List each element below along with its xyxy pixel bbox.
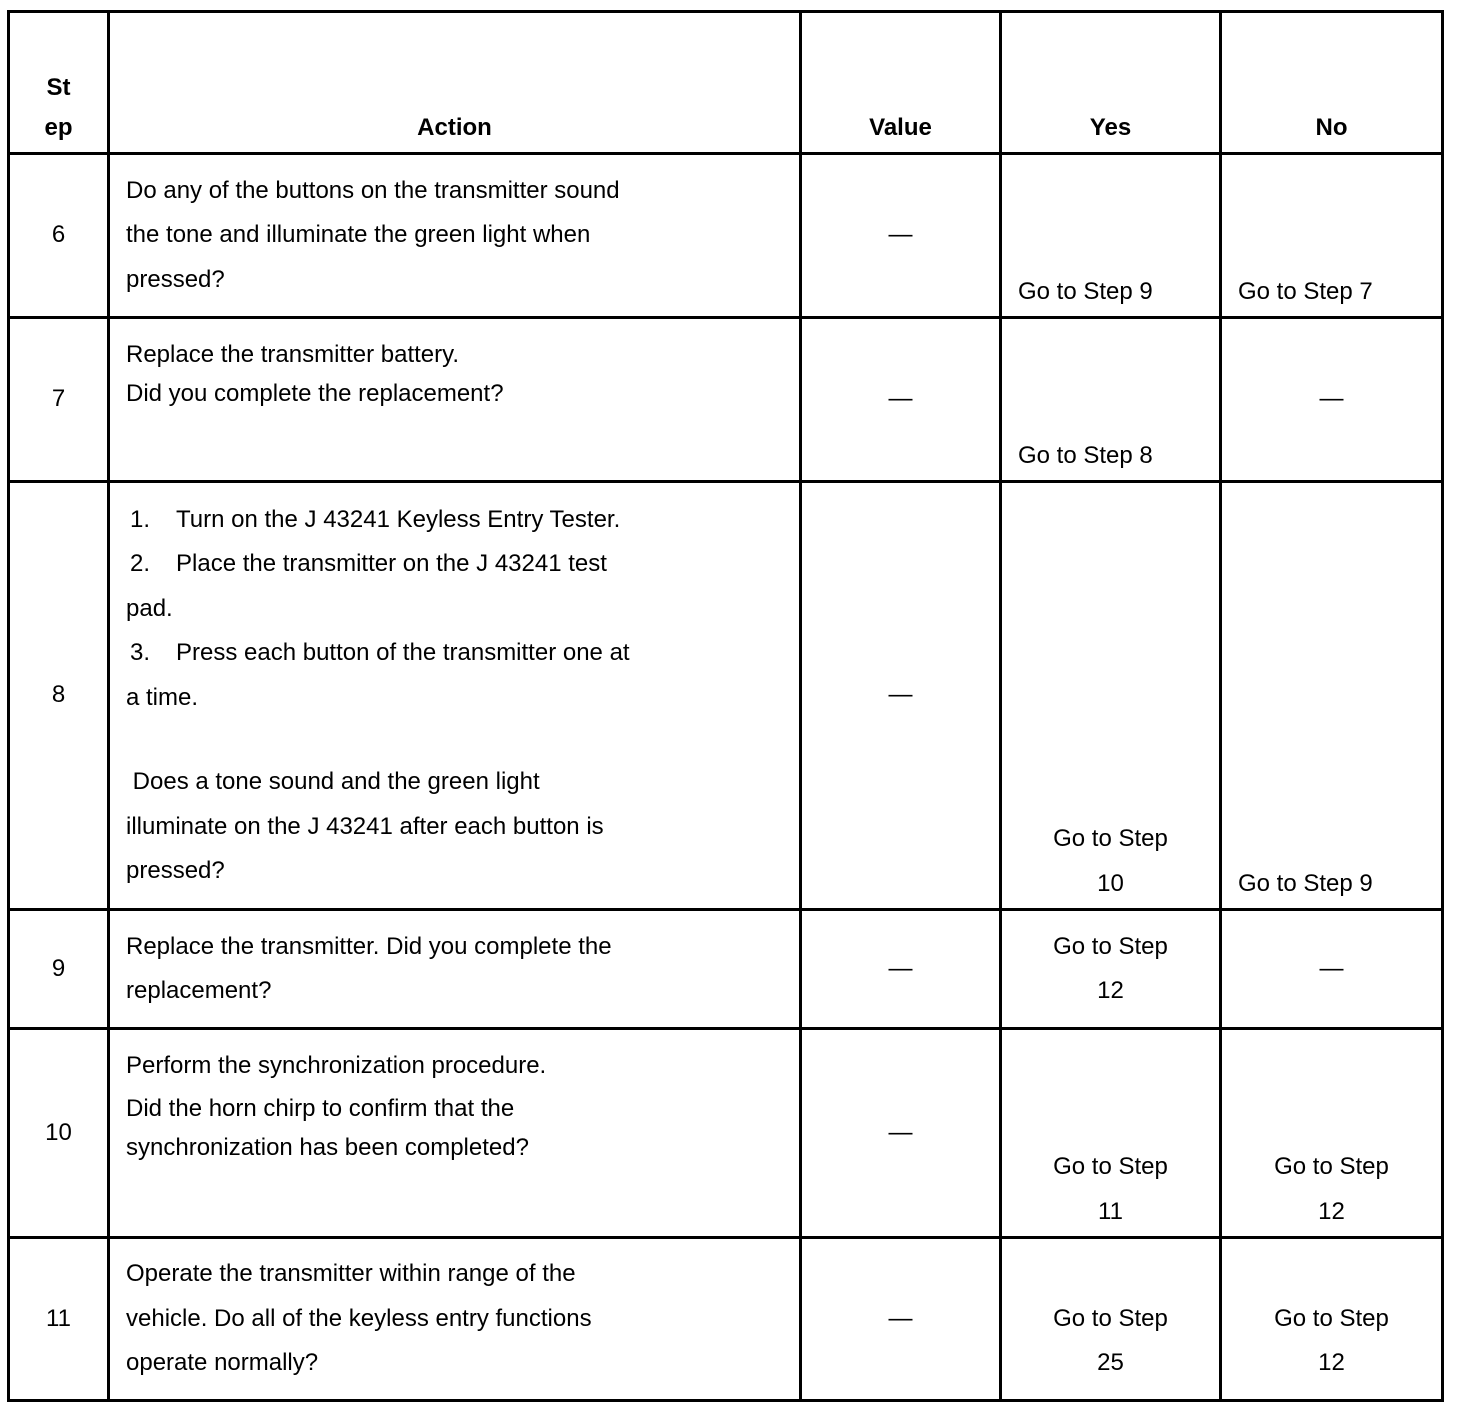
action-line: Perform the synchronization procedure. [126,1052,547,1079]
action-text [109,1029,801,1238]
action-line: illuminate on the J 43241 after each button is [126,812,604,840]
step-number: 7 [9,318,109,482]
yes-link-step[interactable]: 25 [1097,1349,1124,1376]
yes-link-step[interactable]: 12 [1097,977,1124,1004]
action-text [109,154,801,318]
no-cell: — [1221,318,1443,482]
value-cell: — [801,1238,1001,1401]
table-row [9,910,1443,1029]
yes-cell [1001,318,1221,482]
header-step-line1: St [46,74,71,101]
header-step [9,12,109,154]
no-link-step[interactable]: 12 [1318,1197,1345,1225]
step-number: 9 [9,910,109,1029]
value-cell: — [801,910,1001,1029]
yes-link[interactable]: Go to Step 8 [1018,441,1153,469]
value-cell: — [801,318,1001,482]
value-cell: — [801,482,1001,910]
header-no: No [1221,12,1443,154]
yes-cell [1001,154,1221,318]
yes-link-step[interactable]: 10 [1097,869,1124,897]
action-line: the tone and illuminate the green light when [126,221,591,249]
action-text [109,482,801,910]
yes-link[interactable]: Go to Step [1053,1153,1168,1180]
table-row [9,318,1443,482]
value-cell: — [801,1029,1001,1238]
no-link[interactable]: Go to Step [1274,1153,1389,1180]
yes-cell [1001,1238,1221,1401]
header-row [9,12,1443,154]
action-line: Did you complete the replacement? [126,380,504,407]
yes-cell [1001,1029,1221,1238]
action-line: synchronization has been completed? [126,1133,529,1161]
header-step-line2: ep [44,114,73,141]
no-cell [1221,1029,1443,1238]
list-item: 2. Place the transmitter on the J 43241 test [130,550,607,577]
yes-link[interactable]: Go to Step [1053,825,1168,852]
header-yes: Yes [1001,12,1221,154]
action-line: operate normally? [126,1349,319,1377]
header-value: Value [801,12,1001,154]
action-text [109,318,801,482]
step-number: 6 [9,154,109,318]
table-row [9,1029,1443,1238]
yes-cell [1001,910,1221,1029]
yes-link[interactable]: Go to Step 9 [1018,277,1153,305]
list-item: 1. Turn on the J 43241 Keyless Entry Tester. [130,505,621,533]
action-line: pressed? [126,265,225,293]
step-number: 11 [9,1238,109,1401]
no-link[interactable]: Go to Step [1274,1304,1389,1332]
step-number: 10 [9,1029,109,1238]
list-item: 3. Press each button of the transmitter one at [130,639,630,666]
table-row [9,154,1443,318]
yes-link[interactable]: Go to Step [1053,932,1168,960]
no-cell: — [1221,910,1443,1029]
action-line: Do any of the buttons on the transmitter sound [126,176,620,204]
list-item-cont: pad. [126,594,173,622]
action-line: Does a tone sound and the green light [126,768,540,795]
value-cell: — [801,154,1001,318]
yes-link-step[interactable]: 11 [1098,1197,1123,1225]
table-row [9,1238,1443,1401]
action-line: Replace the transmitter. Did you complete the [126,932,612,960]
diagnostic-step-table [7,10,1444,1402]
no-cell [1221,1238,1443,1401]
action-line: Operate the transmitter within range of the [126,1260,576,1288]
yes-cell [1001,482,1221,910]
no-link[interactable]: Go to Step 7 [1238,277,1373,305]
yes-link[interactable]: Go to Step [1053,1304,1168,1332]
no-link-step[interactable]: 12 [1318,1349,1345,1376]
no-cell [1221,482,1443,910]
step-number: 8 [9,482,109,910]
action-text [109,910,801,1029]
header-action: Action [109,12,801,154]
action-line: Did the horn chirp to confirm that the [126,1094,515,1122]
action-line: vehicle. Do all of the keyless entry functions [126,1304,592,1332]
no-link[interactable]: Go to Step 9 [1238,869,1373,897]
list-item-cont: a time. [126,683,199,711]
table-row [9,482,1443,910]
action-line: Replace the transmitter battery. [126,341,460,368]
no-cell [1221,154,1443,318]
action-text [109,1238,801,1401]
action-line: replacement? [126,977,272,1004]
action-line: pressed? [126,857,225,884]
